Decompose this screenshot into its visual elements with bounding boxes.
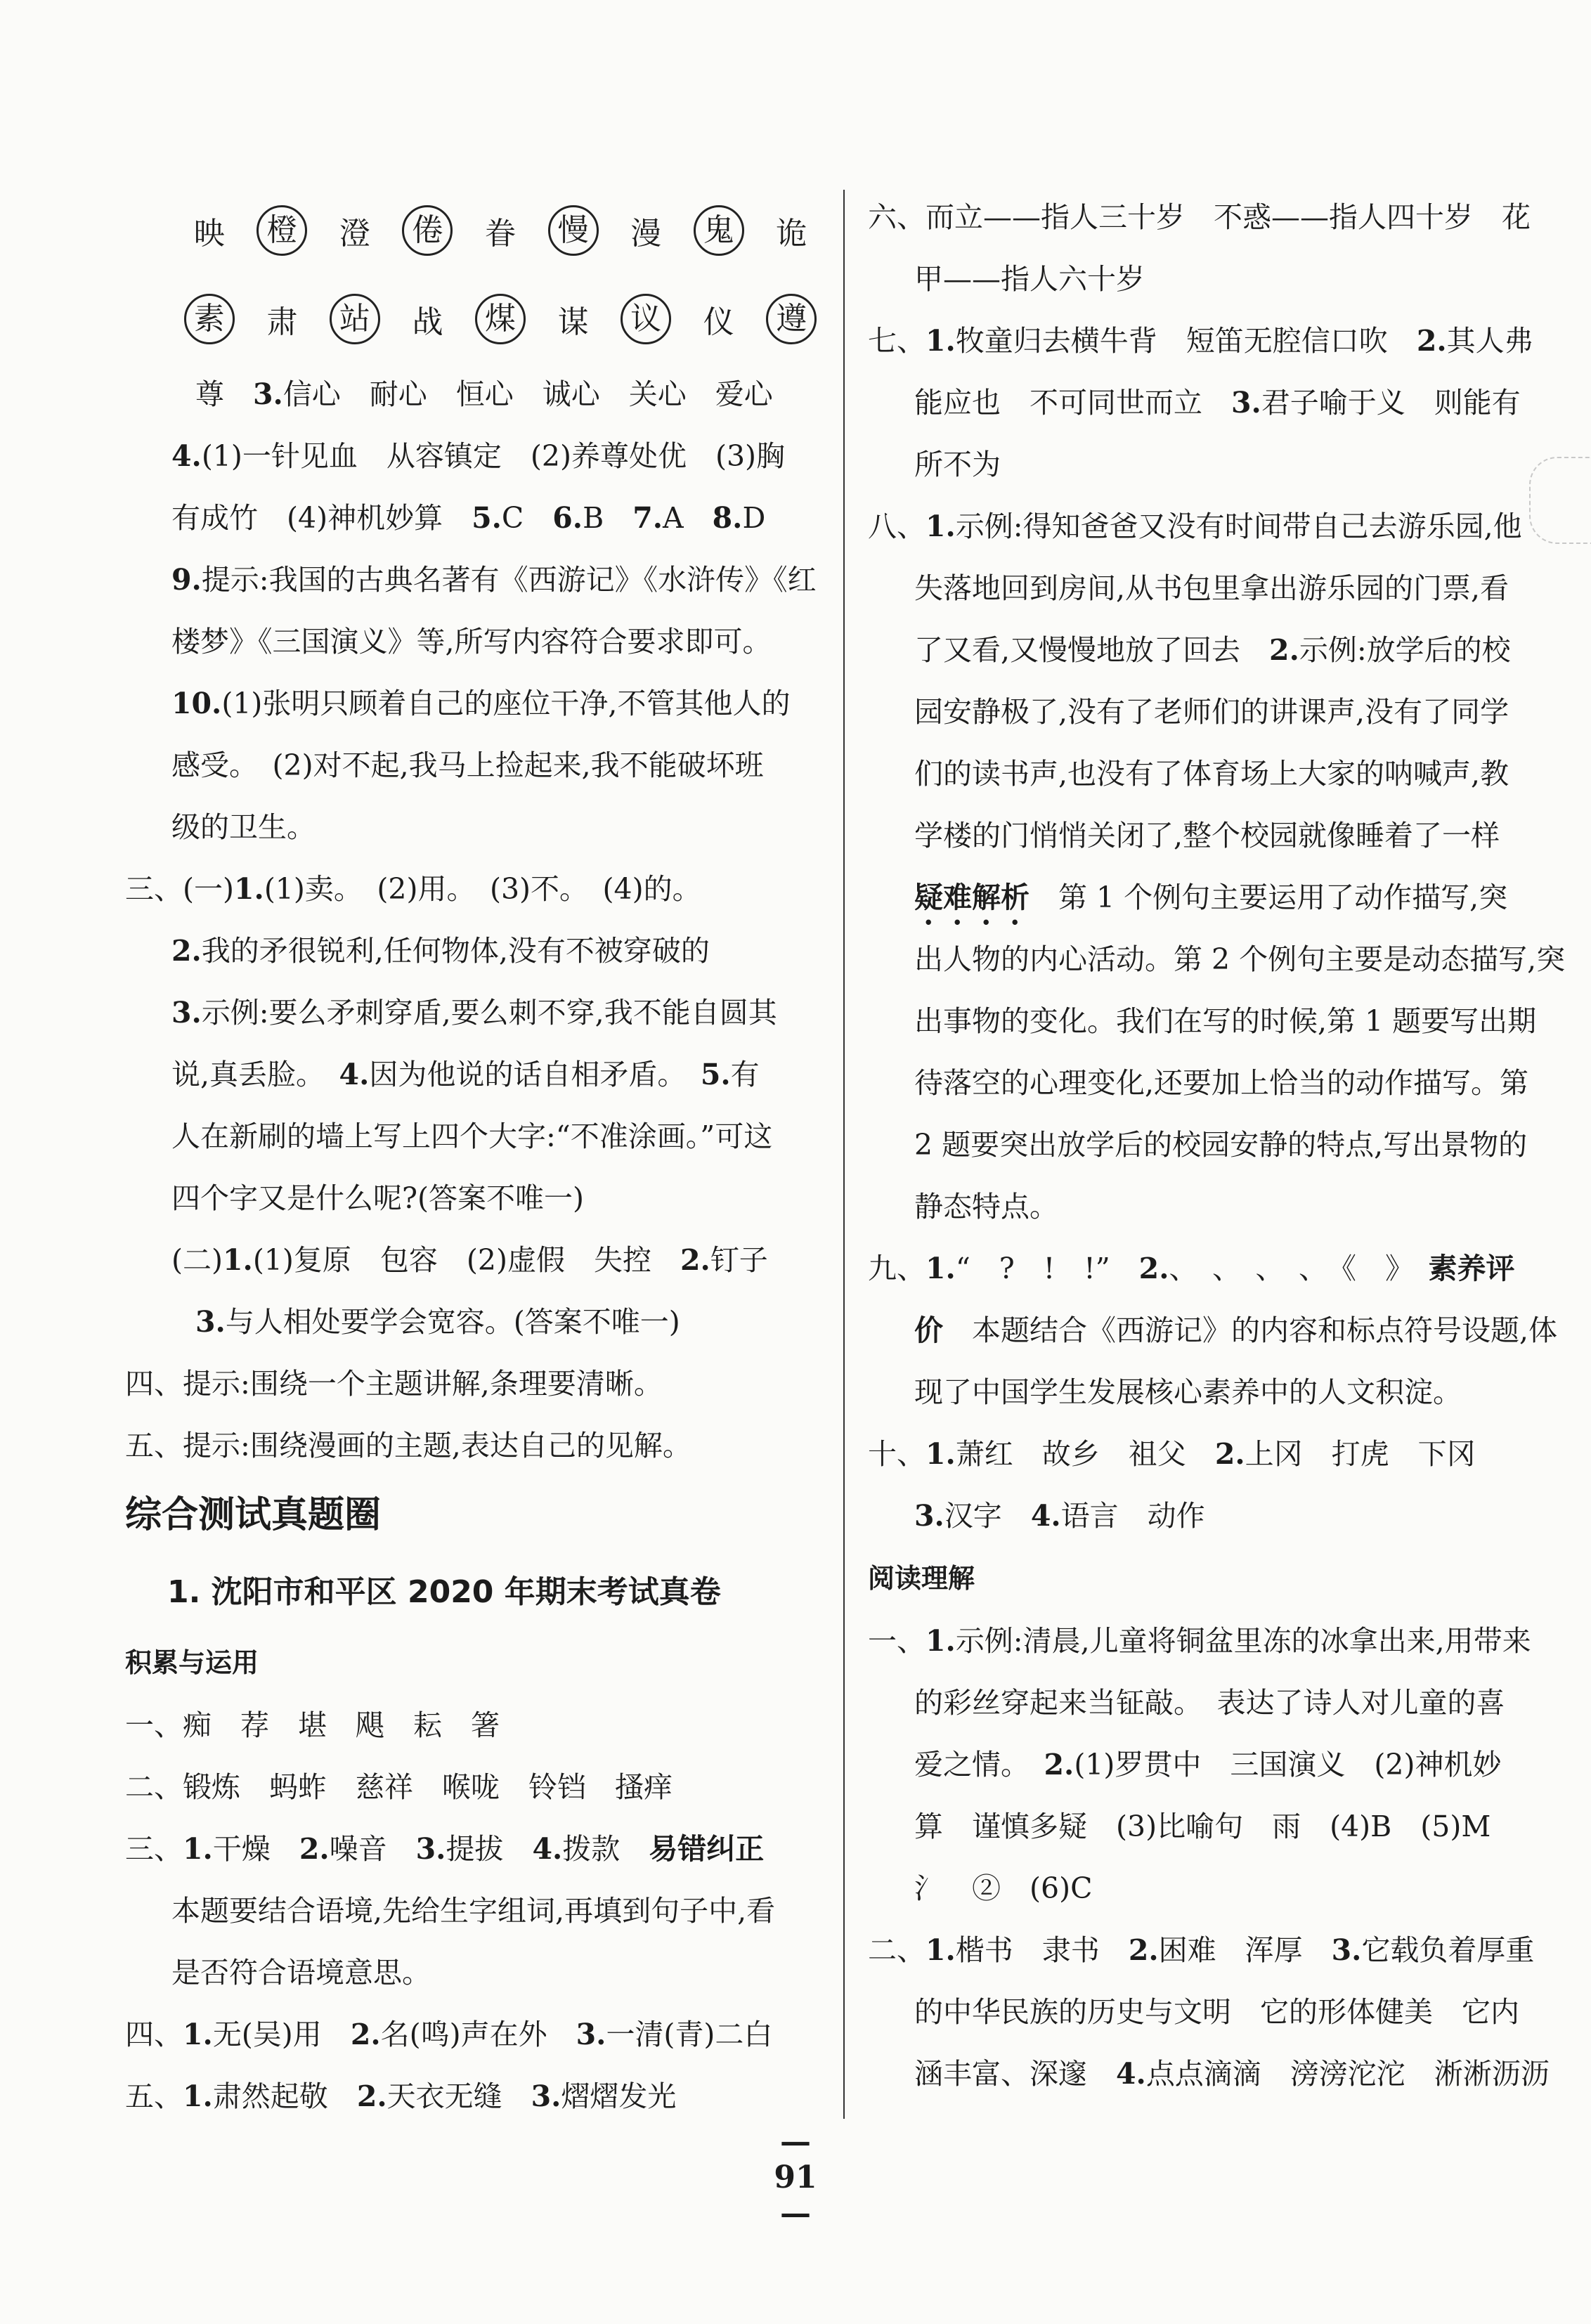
answer-text: 楼梦》《三国演义》等,所写内容符合要求即可。 — [171, 625, 772, 658]
character — [318, 208, 391, 253]
answer-line — [868, 434, 1571, 495]
answer-line — [868, 1672, 1571, 1734]
answer-tag: 疑难解析 — [914, 881, 1030, 914]
answer-text: (1)卖。 (2)用。 (3)不。 (4)的。 — [264, 872, 701, 906]
answer-text: 九、 — [868, 1252, 926, 1285]
answer-text: 失落地回到房间,从书包里拿出游乐园的门票,看 — [914, 571, 1509, 605]
answer-line — [868, 1734, 1571, 1796]
right-answer-lines — [868, 186, 1571, 1547]
character — [755, 208, 829, 253]
answer-text: 爱之情。 — [914, 1748, 1044, 1781]
answer-text: 汉字 — [944, 1499, 1031, 1533]
answer-line — [125, 1044, 828, 1105]
answer-text: 2. — [1044, 1748, 1074, 1781]
answer-text: 2. — [356, 2079, 387, 2113]
answer-text: 6. — [552, 501, 583, 535]
answer-text: 2. — [680, 1243, 710, 1277]
answer-line — [125, 549, 828, 611]
answer-text: 3. — [195, 1305, 226, 1339]
answer-text: 学楼的门悄悄关闭了,整个校园就像睡着了一样 — [914, 819, 1500, 852]
right-answer-lines-2 — [868, 1610, 1571, 2105]
answer-text: 示例:清晨,儿童将铜盆里冻的冰拿出来,用带来 — [955, 1624, 1531, 1658]
answer-text: 1. — [926, 509, 956, 543]
answer-text: 因为他说的话自相矛盾。 — [369, 1058, 701, 1091]
answer-text: (1)罗贯中 三国演义 (2)神机妙 — [1074, 1748, 1502, 1781]
answer-text: 三、 — [125, 1832, 183, 1866]
character-text: 站 — [330, 294, 380, 344]
answer-line — [868, 1114, 1571, 1176]
character-text: 诡 — [776, 216, 807, 252]
answer-text: 现了中国学生发展核心素养中的人文积淀。 — [914, 1375, 1462, 1409]
answer-text: 钉子 — [710, 1243, 768, 1277]
answer-text: 信心 耐心 恒心 诚心 关心 爱心 — [283, 377, 773, 411]
answer-text: 与人相处要学会宽容。(答案不唯一) — [225, 1305, 680, 1339]
answer-text: 3. — [253, 377, 283, 411]
answer-line — [868, 2043, 1571, 2105]
answer-text: 3. — [576, 2018, 606, 2051]
answer-text: 它载负着厚重 — [1361, 1933, 1535, 1967]
subsection-title-1: 积累与运用 — [125, 1647, 259, 1678]
answer-line — [868, 1981, 1571, 2043]
answer-text: (1)一针见血 从容镇定 (2)养尊处优 (3)胸 — [201, 439, 786, 473]
character-text: 澄 — [339, 216, 370, 252]
answer-text: 9. — [171, 563, 202, 597]
answer-text: 1. — [926, 1624, 956, 1658]
answer-text: 五、 — [125, 2079, 183, 2113]
answer-text: 3. — [1331, 1933, 1362, 1967]
answer-text: 甲——指人六十岁 — [914, 262, 1145, 296]
answer-text: 天衣无缝 — [387, 2079, 531, 2113]
answer-text: B — [583, 501, 633, 535]
answer-text: 2. — [1416, 324, 1447, 358]
left-column — [125, 186, 828, 2127]
answer-text: 待落空的心理变化,还要加上恰当的动作描写。第 — [914, 1066, 1529, 1100]
answer-line — [125, 1229, 828, 1291]
answer-text: 2. — [1138, 1252, 1169, 1285]
circled-character — [682, 205, 755, 256]
answer-line — [868, 1610, 1571, 1672]
answer-line — [868, 495, 1571, 557]
answer-line — [125, 425, 828, 487]
answer-line — [868, 1238, 1571, 1299]
answer-line — [868, 1052, 1571, 1114]
answer-text: 了又看,又慢慢地放了回去 — [914, 633, 1270, 667]
answer-line — [868, 1423, 1571, 1485]
answer-text: 3. — [1231, 386, 1261, 420]
answer-line — [125, 982, 828, 1044]
left-answer-lines-2 — [125, 1694, 828, 2127]
section-title: 综合测试真题圈 — [125, 1494, 382, 1536]
answer-text: 说,真丢脸。 — [171, 1058, 339, 1091]
answer-text: 本题结合《西游记》的内容和标点符号设题,体 — [943, 1313, 1558, 1347]
answer-text: 2. — [1214, 1437, 1245, 1471]
answer-line — [868, 805, 1571, 866]
answer-text: 十、 — [868, 1437, 926, 1471]
character-text: 眷 — [485, 216, 517, 252]
answer-text: 1. — [234, 872, 264, 906]
answer-line — [125, 1291, 828, 1353]
answer-line — [868, 1485, 1571, 1547]
answer-text: 2. — [350, 2018, 381, 2051]
answer-text: 其人弗 — [1446, 324, 1533, 358]
answer-text: 第 1 个例句主要运用了动作描写,突 — [1030, 881, 1508, 914]
answer-text: 5. — [700, 1058, 731, 1091]
answer-text: 出人物的内心活动。第 2 个例句主要是动态描写,突 — [914, 942, 1566, 976]
answer-text: 示例:放学后的校 — [1299, 633, 1511, 667]
answer-text: 的彩丝穿起来当钲敲。 表达了诗人对儿童的喜 — [914, 1686, 1505, 1720]
answer-text: 点点滴滴 滂滂沱沱 淅淅沥沥 — [1145, 2057, 1550, 2091]
answer-text: 1. — [183, 1832, 213, 1866]
circled-character — [755, 294, 829, 344]
answer-text: 2. — [1269, 633, 1299, 667]
character-text: 素 — [184, 294, 235, 344]
answer-text: 一、 — [868, 1624, 926, 1658]
answer-text: 4. — [1030, 1499, 1061, 1533]
answer-line — [125, 858, 828, 920]
answer-text: 能应也 不可同世而立 — [914, 386, 1231, 420]
edge-stamp — [1529, 457, 1591, 544]
answer-text: 君子喻于义 则能有 — [1261, 386, 1521, 420]
answer-text: 示例:要么矛刺穿盾,要么刺不穿,我不能自圆其 — [201, 996, 777, 1030]
answer-line — [125, 1105, 828, 1167]
subsection-title-2: 阅读理解 — [868, 1563, 975, 1594]
character-text: 煤 — [475, 294, 526, 344]
character — [537, 297, 610, 342]
answer-text: 静态特点。 — [914, 1190, 1058, 1223]
answer-line — [868, 619, 1571, 681]
character-text: 鬼 — [694, 205, 744, 256]
character-text: 映 — [193, 216, 225, 252]
answer-text: 肃然起敬 — [212, 2079, 357, 2113]
answer-text: 上冈 打虎 下冈 — [1245, 1437, 1476, 1471]
answer-line — [868, 248, 1571, 310]
answer-text: 三、(一) — [125, 872, 234, 906]
circled-character — [246, 205, 319, 256]
answer-line — [125, 2065, 828, 2127]
answer-line — [868, 928, 1571, 990]
character-text: 仪 — [703, 304, 734, 340]
answer-line — [868, 1361, 1571, 1423]
character-text: 遵 — [766, 294, 817, 344]
answer-line — [125, 1880, 828, 1942]
answer-text: D — [742, 501, 766, 535]
answer-line — [868, 743, 1571, 805]
answer-line — [868, 186, 1571, 248]
answer-text: 1. — [926, 1933, 956, 1967]
answer-text: 1. — [926, 1437, 956, 1471]
answer-text: 四、 — [125, 2018, 183, 2051]
answer-text: 四、提示:围绕一个主题讲解,条理要清晰。 — [125, 1367, 663, 1401]
page-number: —91— — [774, 2124, 817, 2231]
answer-line — [868, 310, 1571, 372]
character-text: 漫 — [630, 216, 662, 252]
character-text: 谋 — [557, 304, 589, 340]
answer-text: 3. — [171, 996, 202, 1030]
answer-text: 尊 — [195, 377, 253, 411]
character-text: 慢 — [548, 205, 599, 256]
answer-text: 五、提示:围绕漫画的主题,表达自己的见解。 — [125, 1429, 691, 1462]
answer-text: 人在新刷的墙上写上四个大字:“不准涂画。”可这 — [171, 1119, 773, 1153]
character — [609, 208, 682, 253]
answer-text: 涵丰富、深邃 — [914, 2057, 1116, 2091]
answer-text: (1)张明只顾着自己的座位干净,不管其他人的 — [221, 687, 791, 720]
circled-character — [391, 205, 465, 256]
answer-text: 干燥 — [212, 1832, 299, 1866]
answer-text: 园安静极了,没有了老师们的讲课声,没有了同学 — [914, 695, 1509, 729]
answer-line — [125, 1818, 828, 1880]
answer-line — [125, 1353, 828, 1415]
answer-line — [868, 1857, 1571, 1919]
answer-line — [125, 920, 828, 982]
answer-text: 七、 — [868, 324, 926, 358]
answer-text: 我的矛很锐利,任何物体,没有不被穿破的 — [201, 934, 710, 968]
answer-text: 一清(青)二白 — [606, 2018, 773, 2051]
answer-line — [125, 1167, 828, 1229]
character — [682, 297, 755, 342]
answer-text: 示例:得知爸爸又没有时间带自己去游乐园,他 — [955, 509, 1522, 543]
character-text: 倦 — [402, 205, 453, 256]
answer-text: 本题要结合语境,先给生字组词,再填到句子中,看 — [171, 1894, 776, 1928]
answer-text: 提示:我国的古典名著有《西游记》《水浒传》《红 — [201, 563, 817, 597]
answer-text: 一、痴 荐 堪 飓 耘 箸 — [125, 1708, 500, 1742]
answer-line — [868, 990, 1571, 1052]
circled-character — [318, 294, 391, 344]
answer-line — [868, 1299, 1571, 1361]
answer-text: 1. — [183, 2079, 213, 2113]
answer-line — [868, 681, 1571, 743]
answer-text: 困难 浑厚 — [1158, 1933, 1332, 1967]
answer-text: 萧红 故乡 祖父 — [955, 1437, 1215, 1471]
answer-text: 感受。 (2)对不起,我马上捡起来,我不能破坏班 — [171, 748, 764, 782]
answer-line — [125, 1694, 828, 1756]
answer-text: 无(吴)用 — [212, 2018, 351, 2051]
column-divider — [843, 190, 845, 2119]
answer-text: 、 、 、 、 《 》 — [1169, 1252, 1429, 1285]
answer-text: 5. — [472, 501, 502, 535]
answer-text: C — [501, 501, 553, 535]
answer-text: 1. — [926, 324, 956, 358]
answer-text: 3. — [531, 2079, 561, 2113]
character-text: 橙 — [256, 205, 307, 256]
answer-line — [868, 1796, 1571, 1857]
answer-text: 2. — [299, 1832, 330, 1866]
answer-text: 1. — [223, 1243, 253, 1277]
answer-line — [868, 557, 1571, 619]
exam-title: 1. 沈阳市和平区 2020 年期末考试真卷 — [167, 1574, 721, 1610]
left-answer-lines — [125, 363, 828, 1476]
answer-text: 语言 动作 — [1060, 1499, 1205, 1533]
character-text: 战 — [412, 304, 443, 340]
answer-line — [125, 363, 828, 425]
answer-text: A — [663, 501, 713, 535]
answer-text: 3. — [415, 1832, 446, 1866]
answer-line — [125, 2004, 828, 2065]
answer-text: 4. — [171, 439, 202, 473]
answer-text: 八、 — [868, 509, 926, 543]
answer-text: “ ? ! !” — [955, 1252, 1139, 1285]
answer-text: 7. — [632, 501, 663, 535]
answer-tag: 价 — [914, 1313, 943, 1347]
answer-line — [125, 1415, 828, 1476]
answer-line — [125, 734, 828, 796]
answer-text: 六、而立——指人三十岁 不惑——指人四十岁 花 — [868, 200, 1531, 234]
answer-text: 10. — [171, 687, 222, 720]
answer-text: (1)复原 包容 (2)虚假 失控 — [252, 1243, 680, 1277]
answer-text: 楷书 隶书 — [955, 1933, 1129, 1967]
answer-text: 出事物的变化。我们在写的时候,第 1 题要写出期 — [914, 1004, 1537, 1038]
answer-text: 4. — [532, 1832, 563, 1866]
answer-text: 3. — [914, 1499, 944, 1533]
answer-text: 有 — [730, 1058, 760, 1091]
answer-line — [125, 487, 828, 549]
answer-text: 的中华民族的历史与文明 它的形体健美 它内 — [914, 1995, 1519, 2029]
answer-line — [125, 1942, 828, 2004]
answer-text: 是否符合语境意思。 — [171, 1956, 431, 1989]
answer-line — [868, 1919, 1571, 1981]
circled-character — [464, 294, 537, 344]
answer-text: 级的卫生。 — [171, 810, 316, 844]
answer-text: 名(鸣)声在外 — [380, 2018, 576, 2051]
character — [246, 297, 319, 342]
answer-text: 4. — [339, 1058, 370, 1091]
answer-text: 噪音 — [329, 1832, 416, 1866]
answer-text: 二、 — [868, 1933, 926, 1967]
answer-line — [125, 673, 828, 734]
character-text: 议 — [621, 294, 671, 344]
answer-text: 牧童归去横牛背 短笛无腔信口吹 — [955, 324, 1417, 358]
answer-text: 二、锻炼 蚂蚱 慈祥 喉咙 铃铛 搔痒 — [125, 1770, 673, 1804]
answer-text: 2. — [171, 934, 202, 968]
answer-text: 有成竹 (4)神机妙算 — [171, 501, 472, 535]
answer-line — [868, 866, 1571, 928]
answer-text: 氵 ② (6)C — [914, 1871, 1093, 1905]
answer-text: 拨款 — [562, 1832, 649, 1866]
right-column — [868, 186, 1571, 2105]
character — [391, 297, 465, 342]
circled-character — [609, 294, 682, 344]
answer-text: 4. — [1116, 2057, 1146, 2091]
answer-line — [125, 1756, 828, 1818]
answer-text: 们的读书声,也没有了体育场上大家的呐喊声,教 — [914, 757, 1509, 791]
character-text: 肃 — [266, 304, 298, 340]
answer-text: 2. — [1128, 1933, 1159, 1967]
character — [173, 208, 246, 253]
answer-line — [868, 372, 1571, 434]
answer-text: (二) — [171, 1243, 223, 1277]
answer-text: 熠熠发光 — [561, 2079, 677, 2113]
answer-text: 所不为 — [914, 448, 1001, 481]
answer-text: 算 谨慎多疑 (3)比喻句 雨 (4)B (5)M — [914, 1810, 1491, 1843]
answer-line — [125, 796, 828, 858]
circled-character — [537, 205, 610, 256]
answer-text: 1. — [926, 1252, 956, 1285]
answer-text: 2 题要突出放学后的校园安静的特点,写出景物的 — [914, 1128, 1528, 1162]
answer-line — [868, 1176, 1571, 1238]
answer-text: 提拔 — [446, 1832, 533, 1866]
circled-character — [173, 294, 246, 344]
answer-tag: 易错纠正 — [649, 1832, 765, 1866]
answer-text: 1. — [183, 2018, 213, 2051]
answer-text: 四个字又是什么呢?(答案不唯一) — [171, 1181, 584, 1215]
character — [464, 208, 537, 253]
character-row-2 — [125, 275, 828, 363]
answer-line — [125, 611, 828, 673]
answer-tag: 素养评 — [1428, 1252, 1515, 1285]
character-row-1 — [125, 186, 828, 275]
answer-text: 8. — [712, 501, 743, 535]
